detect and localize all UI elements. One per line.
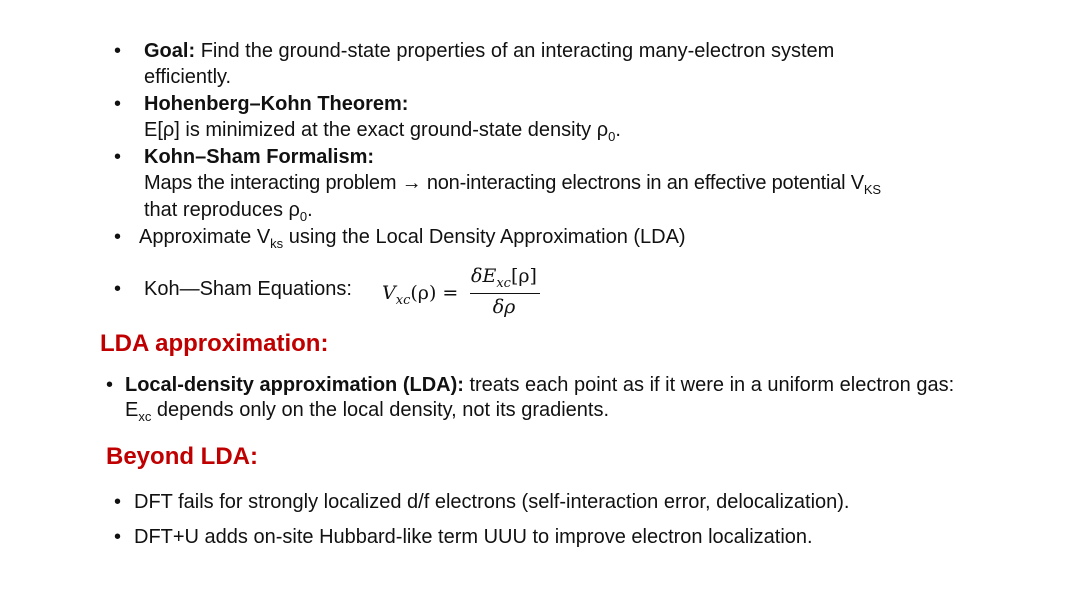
goal-line [144,38,834,64]
approx-text: Approximate $V_{ks}$ using the Local Density Approximation (LDA) [139,226,686,251]
lda-text-line2: $E_{xc}$ depends only on the local density, not its gradients. [125,399,610,424]
ks-text-line2: that reproduces $\rho_0$. [144,199,313,224]
lda-label: Local-density approximation (LDA): [125,374,464,396]
hk-label: Hohenberg–Kohn Theorem: [144,93,409,115]
equation-numerator: $\delta E_{xc}[\rho]$ [471,265,537,291]
bullet: • [114,226,122,248]
beyond-item-1: DFT fails for strongly localized d/f electrons (self-interaction error, delocalization). [134,491,850,513]
equation-denominator: δρ [492,296,516,318]
bullet: • [114,93,122,115]
equation-lhs: $V_{xc}(\rho)$ = [382,282,459,308]
goal-text: Find the ground-state properties of an interacting many-electron system [200,40,835,62]
bullet: • [106,374,114,396]
bullet: • [114,40,122,62]
lda-heading: LDA approximation: [100,330,329,357]
hk-text: E[ρ] is minimized at the exact ground-state density $\rho_0$. [144,119,621,144]
bullet: • [114,526,122,548]
lda-text: Local-density approximation (LDA): treats each point as if it were in a uniform electron gas: [125,374,955,396]
bullet: • [114,491,122,513]
goal-text-line2: efficiently. [144,66,232,88]
bullet: • [114,146,122,168]
beyond-heading: Beyond LDA: [106,443,258,470]
bullet: • [114,278,122,300]
ks-label: Kohn–Sham Formalism: [144,146,375,168]
eq-label: Koh—Sham Equations: [144,278,352,300]
ks-text: Maps the interacting problem → non-interacting electrons in an effective potential $V_{KS}$ [144,172,881,197]
beyond-item-2: DFT+U adds on-site Hubbard-like term UUU to improve electron localization. [134,526,813,548]
fraction-bar [470,293,540,294]
goal-label: Goal: [144,40,196,62]
